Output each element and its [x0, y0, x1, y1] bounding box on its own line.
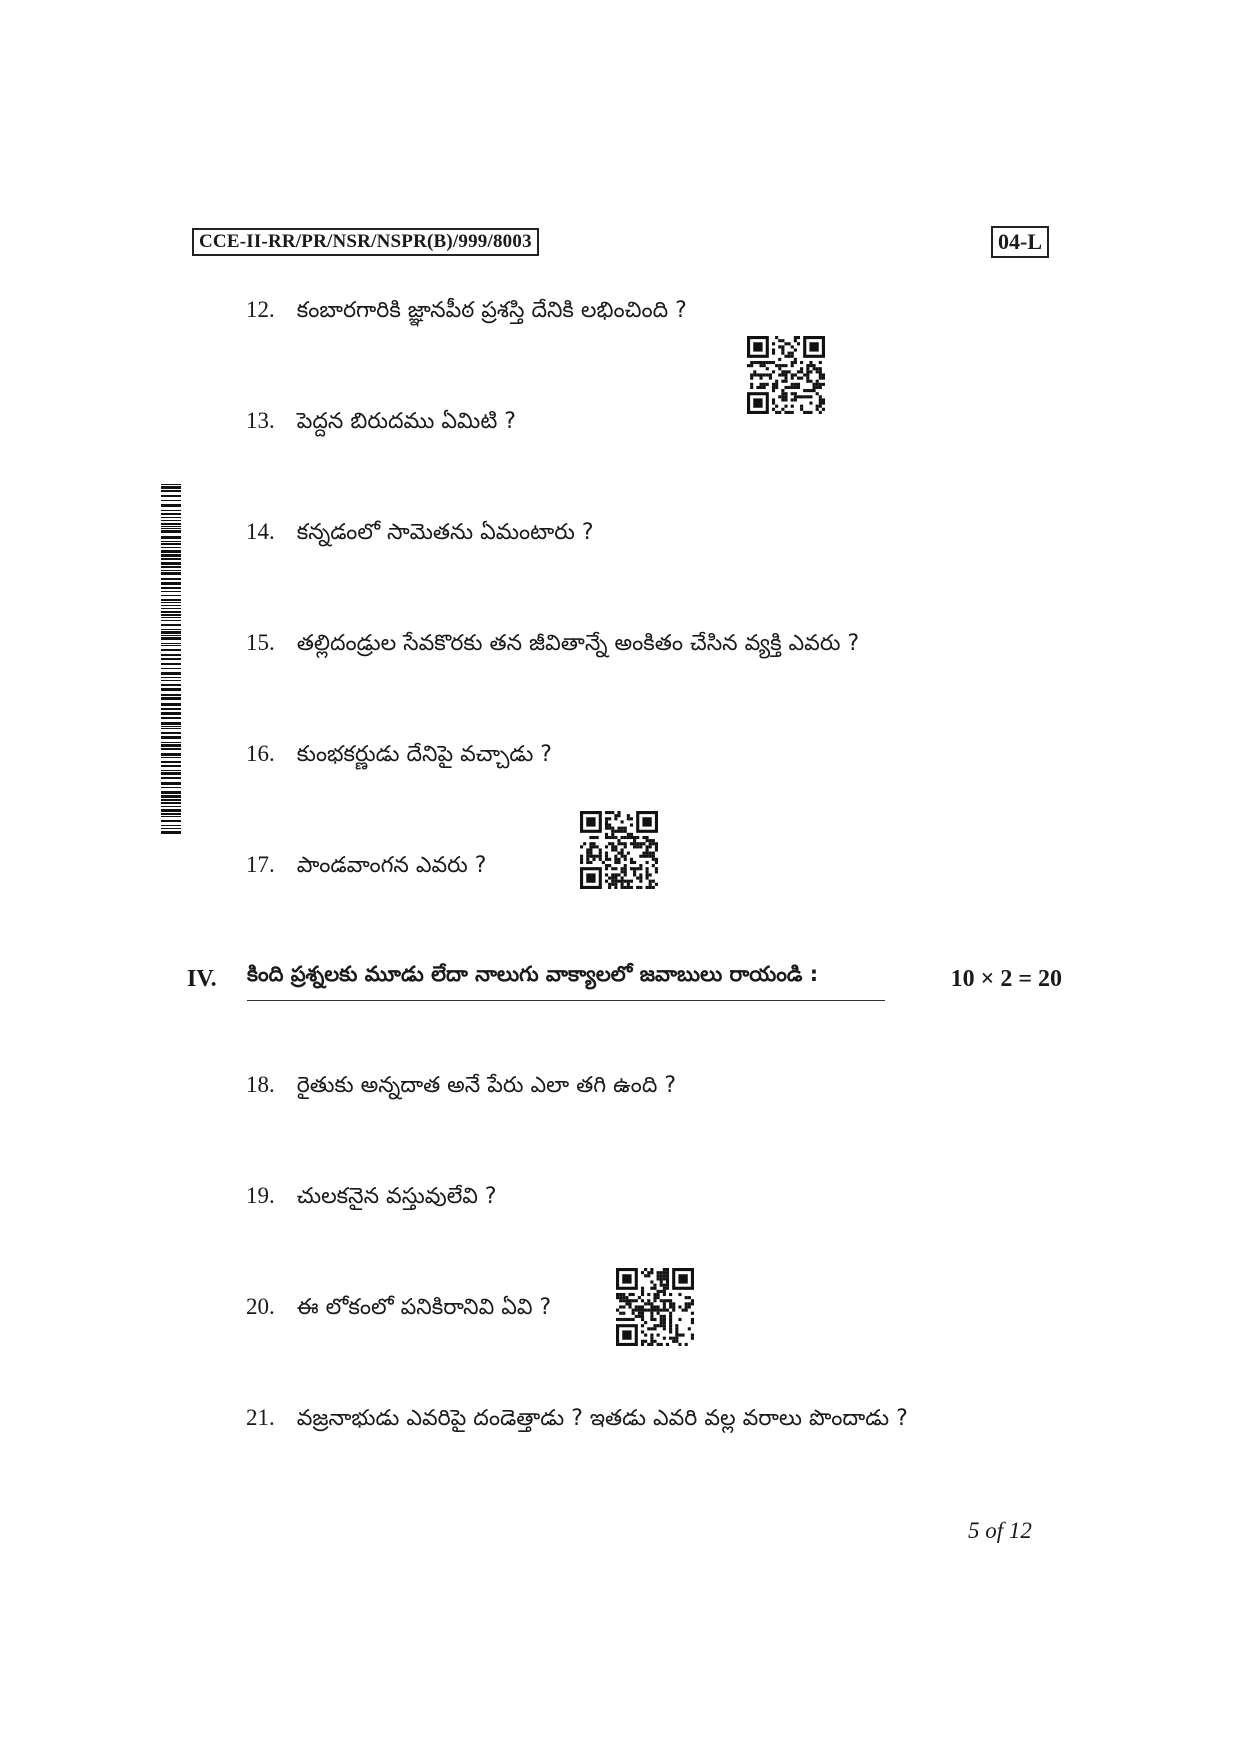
question-number: 15. — [246, 630, 275, 655]
section-iv-heading — [187, 962, 1062, 1006]
question-17 — [246, 852, 486, 883]
paper-tag: 04-L — [991, 226, 1049, 258]
question-text: కన్నడంలో సామెతను ఏమంటారు ? — [296, 520, 594, 545]
qr-code-image — [747, 336, 825, 414]
question-text: ఈ లోకంలో పనికిరానివి ఏవి ? — [296, 1295, 552, 1320]
question-12 — [246, 297, 687, 328]
question-14 — [246, 519, 594, 550]
qr-code-image — [580, 811, 658, 889]
question-text: వజ్రనాభుడు ఎవరిపై దండెత్తాడు ? ఇతడు ఎవరి వల్ల వరాలు పొందాడు ? — [296, 1406, 908, 1431]
question-text: కంబారగారికి జ్ఞానపీఠ ప్రశస్తి దేనికి లభించింది ? — [296, 298, 687, 323]
question-text: పెద్దన బిరుదము ఏమిటి ? — [296, 409, 516, 434]
question-15 — [246, 630, 859, 661]
question-20 — [246, 1294, 551, 1325]
question-number: 17. — [246, 852, 275, 877]
question-19 — [246, 1183, 497, 1214]
question-21 — [246, 1405, 908, 1436]
question-number: 12. — [246, 297, 275, 322]
page-number: 5 of 12 — [968, 1518, 1032, 1543]
question-text: తల్లిదండ్రుల సేవకొరకు తన జీవితాన్నే అంకితం చేసిన వ్యక్తి ఎవరు ? — [296, 631, 860, 656]
question-number: 13. — [246, 408, 275, 433]
question-number: 20. — [246, 1294, 275, 1319]
question-18 — [246, 1072, 676, 1103]
question-number: 19. — [246, 1183, 275, 1208]
section-number: IV. — [187, 966, 217, 992]
barcode-image — [161, 484, 181, 836]
question-text: కుంభకర్ణుడు దేనిపై వచ్చాడు ? — [296, 742, 552, 767]
paper-code: CCE-II-RR/PR/NSR/NSPR(B)/999/8003 — [192, 228, 539, 256]
question-13 — [246, 408, 516, 439]
section-marks: 10 × 2 = 20 — [950, 966, 1062, 992]
question-text: పాండవాంగన ఎవరు ? — [296, 853, 487, 878]
question-number: 21. — [246, 1405, 275, 1430]
question-number: 16. — [246, 741, 275, 766]
question-text: రైతుకు అన్నదాత అనే పేరు ఎలా తగి ఉంది ? — [296, 1073, 677, 1098]
question-number: 14. — [246, 519, 275, 544]
qr-code-image — [616, 1268, 694, 1346]
question-text: చులకనైన వస్తువులేవి ? — [296, 1184, 497, 1209]
question-number: 18. — [246, 1072, 275, 1097]
section-instruction: కింది ప్రశ్నలకు మూడు లేదా నాలుగు వాక్యాలలో జవాబులు రాయండి : — [247, 962, 885, 1001]
question-16 — [246, 741, 552, 772]
